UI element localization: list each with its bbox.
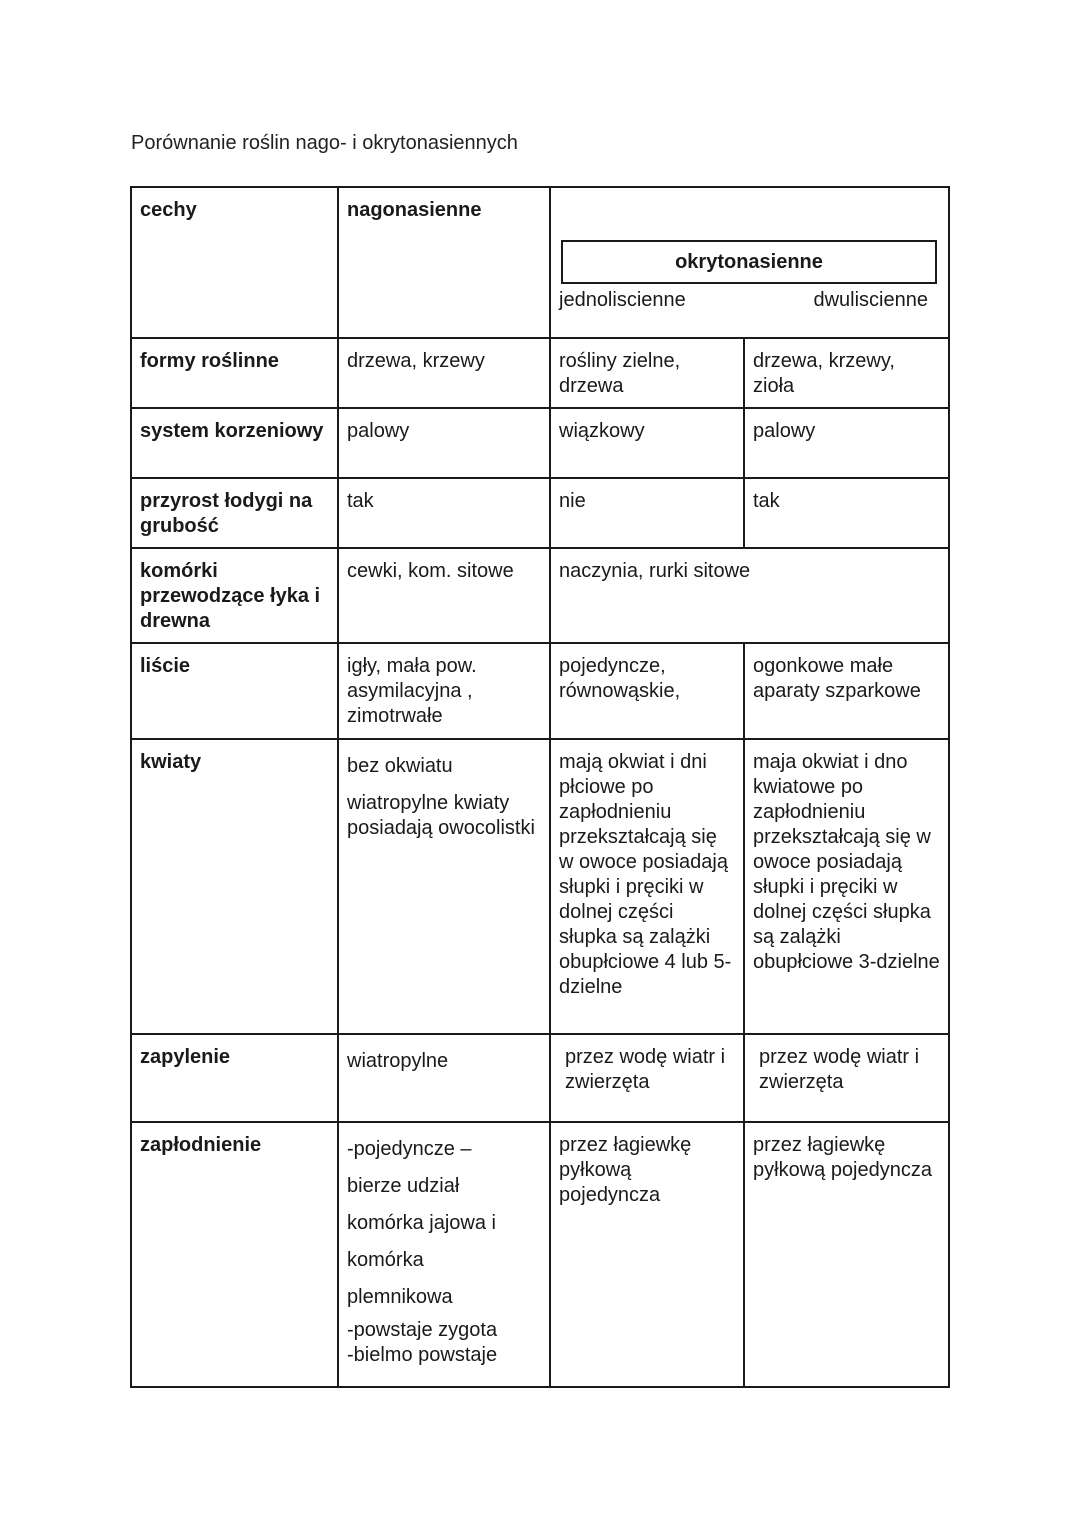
row-label-zaplodnienie: zapłodnienie — [131, 1122, 338, 1387]
cell-przyrost-jedno: nie — [550, 478, 744, 548]
table-row — [131, 1122, 949, 1387]
cell-liscie-dwu: ogonkowe małe aparaty szparkowe — [744, 643, 949, 739]
comparison-table — [130, 186, 950, 1388]
row-label-formy: formy roślinne — [131, 338, 338, 408]
table-row — [131, 643, 949, 739]
table-header-row — [131, 187, 949, 338]
cell-komorki-okry: naczynia, rurki sitowe — [550, 548, 949, 643]
zaplodnienie-nago-line: bierze udział — [347, 1175, 460, 1197]
cell-formy-nago: drzewa, krzewy — [338, 338, 550, 408]
header-nagonasienne: nagonasienne — [338, 187, 550, 338]
kwiaty-nago-p2: wiatropylne kwiaty posiadają owocolistki — [347, 792, 535, 839]
cell-zaplodnienie-jedno: przez łagiewkę pyłkową pojedyncza — [550, 1122, 744, 1387]
table-row — [131, 338, 949, 408]
page-title: Porównanie roślin nago- i okrytonasiennych — [131, 132, 518, 154]
cell-formy-dwu: drzewa, krzewy, zioła — [744, 338, 949, 408]
cell-kwiaty-dwu: maja okwiat i dno kwiatowe po zapłodnieniu przekształcają się w owoce posiadają słupki i pręciki w dolnej części słupka są zalążki obupłciowe 3-dzielne — [744, 739, 949, 1034]
row-label-liscie: liście — [131, 643, 338, 739]
cell-zaplodnienie-dwu: przez łagiewkę pyłkową pojedyncza — [744, 1122, 949, 1387]
row-label-komorki: komórki przewodzące łyka i drewna — [131, 548, 338, 643]
zaplodnienie-nago-line: -pojedyncze – — [347, 1138, 472, 1160]
header-dwuliscienne: dwuliscienne — [813, 289, 928, 311]
cell-zapylenie-dwu: przez wodę wiatr i zwierzęta — [744, 1034, 949, 1122]
cell-zapylenie-jedno: przez wodę wiatr i zwierzęta — [550, 1034, 744, 1122]
cell-system-jedno: wiązkowy — [550, 408, 744, 478]
table-row — [131, 739, 949, 1034]
kwiaty-nago-p1: bez okwiatu — [347, 755, 453, 777]
zaplodnienie-nago-tail: -powstaje zygota — [347, 1319, 498, 1341]
row-label-kwiaty: kwiaty — [131, 739, 338, 1034]
zaplodnienie-nago-line: komórka jajowa i — [347, 1212, 496, 1234]
cell-kwiaty-jedno: mają okwiat i dni płciowe po zapłodnieniu przekształcają się w owoce posiadają słupki i pręciki w dolnej części słupka są zalążki obupłciowe 4 lub 5-dzielne — [550, 739, 744, 1034]
cell-zapylenie-nago: wiatropylne — [338, 1034, 550, 1122]
cell-przyrost-nago: tak — [338, 478, 550, 548]
cell-liscie-nago: igły, mała pow. asymilacyjna , zimotrwałe — [338, 643, 550, 739]
zaplodnienie-nago-line: komórka — [347, 1249, 424, 1271]
header-okrytonasienne: okrytonasienne — [561, 240, 937, 284]
cell-komorki-nago: cewki, kom. sitowe — [338, 548, 550, 643]
header-cechy: cechy — [131, 187, 338, 338]
cell-liscie-jedno: pojedyncze, równowąskie, — [550, 643, 744, 739]
header-okrytonasienne-group — [550, 187, 949, 338]
header-jednoliscienne: jednoliscienne — [559, 289, 686, 311]
table-row — [131, 408, 949, 478]
row-label-zapylenie: zapylenie — [131, 1034, 338, 1122]
row-label-system: system korzeniowy — [131, 408, 338, 478]
cell-kwiaty-nago — [338, 739, 550, 1034]
zaplodnienie-nago-line: plemnikowa — [347, 1286, 453, 1308]
table-row — [131, 478, 949, 548]
table-row — [131, 548, 949, 643]
row-label-przyrost: przyrost łodygi na grubość — [131, 478, 338, 548]
table-row — [131, 1034, 949, 1122]
cell-przyrost-dwu: tak — [744, 478, 949, 548]
cell-system-nago: palowy — [338, 408, 550, 478]
cell-zaplodnienie-nago — [338, 1122, 550, 1387]
cell-system-dwu: palowy — [744, 408, 949, 478]
cell-formy-jedno: rośliny zielne, drzewa — [550, 338, 744, 408]
zaplodnienie-nago-tail: -bielmo powstaje — [347, 1344, 498, 1366]
